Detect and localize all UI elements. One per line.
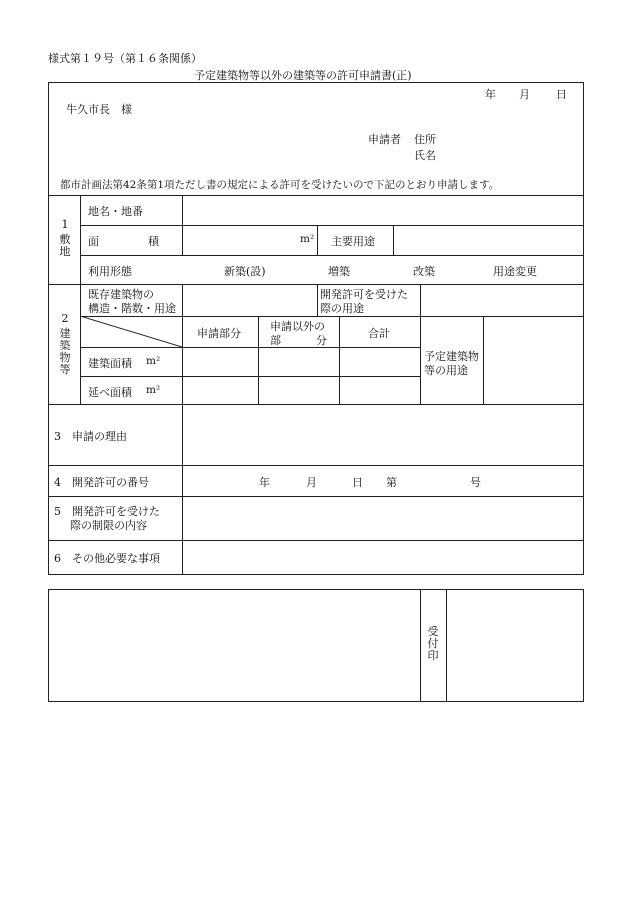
dev-permit-number-label: 4 開発許可の番号: [54, 476, 149, 489]
applicant-address-label: 住所: [414, 133, 436, 146]
date-year: 年: [485, 88, 496, 101]
col-total: 合計: [368, 327, 390, 340]
floor-area-label: 延べ面積: [88, 386, 132, 399]
diagonal-header-line: [80, 316, 182, 347]
site-section-number: 1: [61, 218, 69, 231]
permit-month: 月: [306, 476, 317, 489]
addressee: 牛久市長 様: [66, 103, 132, 116]
existing-building-label-1: 既存建築物の: [88, 288, 154, 301]
dev-permit-use-label-1: 開発許可を受けた: [320, 288, 408, 301]
option-new-construction: 新築(設): [224, 265, 266, 278]
planned-use-label-2: 等の用途: [424, 364, 468, 377]
form-title: 予定建築物等以外の建築等の許可申請書(正): [194, 69, 412, 82]
permit-dai: 第: [386, 476, 397, 489]
option-change-of-use: 用途変更: [493, 265, 537, 278]
building-section-label: 建 築 物 等: [59, 327, 71, 376]
date-day: 日: [556, 88, 567, 101]
lot-label: 地名・地番: [88, 205, 143, 218]
building-area-label: 建築面積: [88, 357, 132, 370]
other-matters-label: 6 その他必要な事項: [54, 552, 160, 565]
building-section-number: 2: [61, 312, 69, 325]
floor-area-unit: m²: [146, 384, 161, 396]
option-reconstruction: 改築: [413, 265, 435, 278]
applicant-name-label: 氏名: [414, 149, 436, 162]
col-other-portion-2b: 分: [316, 334, 327, 347]
building-area-unit: m²: [146, 355, 161, 367]
area-label-a: 面: [88, 235, 99, 248]
area-label-b: 積: [148, 235, 159, 248]
date-month: 月: [519, 88, 530, 101]
form-number: 様式第１９号（第１６条関係）: [48, 52, 202, 65]
col-other-portion-1: 申請以外の: [270, 320, 325, 333]
permit-go: 号: [470, 476, 481, 489]
existing-building-label-2: 構造・階数・用途: [88, 302, 176, 315]
main-use-label: 主要用途: [331, 235, 375, 248]
reason-label: 3 申請の理由: [54, 430, 127, 443]
option-extension: 増築: [328, 265, 350, 278]
col-other-portion-2a: 部: [270, 334, 281, 347]
receipt-stamp-label: 受 付 印: [427, 625, 439, 662]
application-statement: 都市計画法第42条第1項ただし書の規定による許可を受けたいので下記のとおり申請します。: [60, 179, 500, 191]
site-section-label: 敷 地: [59, 233, 71, 258]
applicant-label: 申請者: [368, 133, 401, 146]
permit-year: 年: [259, 476, 270, 489]
restriction-label-1: 5 開発許可を受けた: [54, 505, 160, 518]
usage-form-label: 利用形態: [88, 265, 132, 278]
receipt-frame: [48, 589, 584, 702]
planned-use-label-1: 予定建築物: [424, 350, 479, 363]
dev-permit-use-label-2: 際の用途: [320, 302, 364, 315]
col-applied-portion: 申請部分: [197, 327, 241, 340]
restriction-label-2: 際の制限の内容: [70, 519, 147, 532]
area-unit: m²: [300, 233, 315, 245]
permit-day: 日: [352, 476, 363, 489]
